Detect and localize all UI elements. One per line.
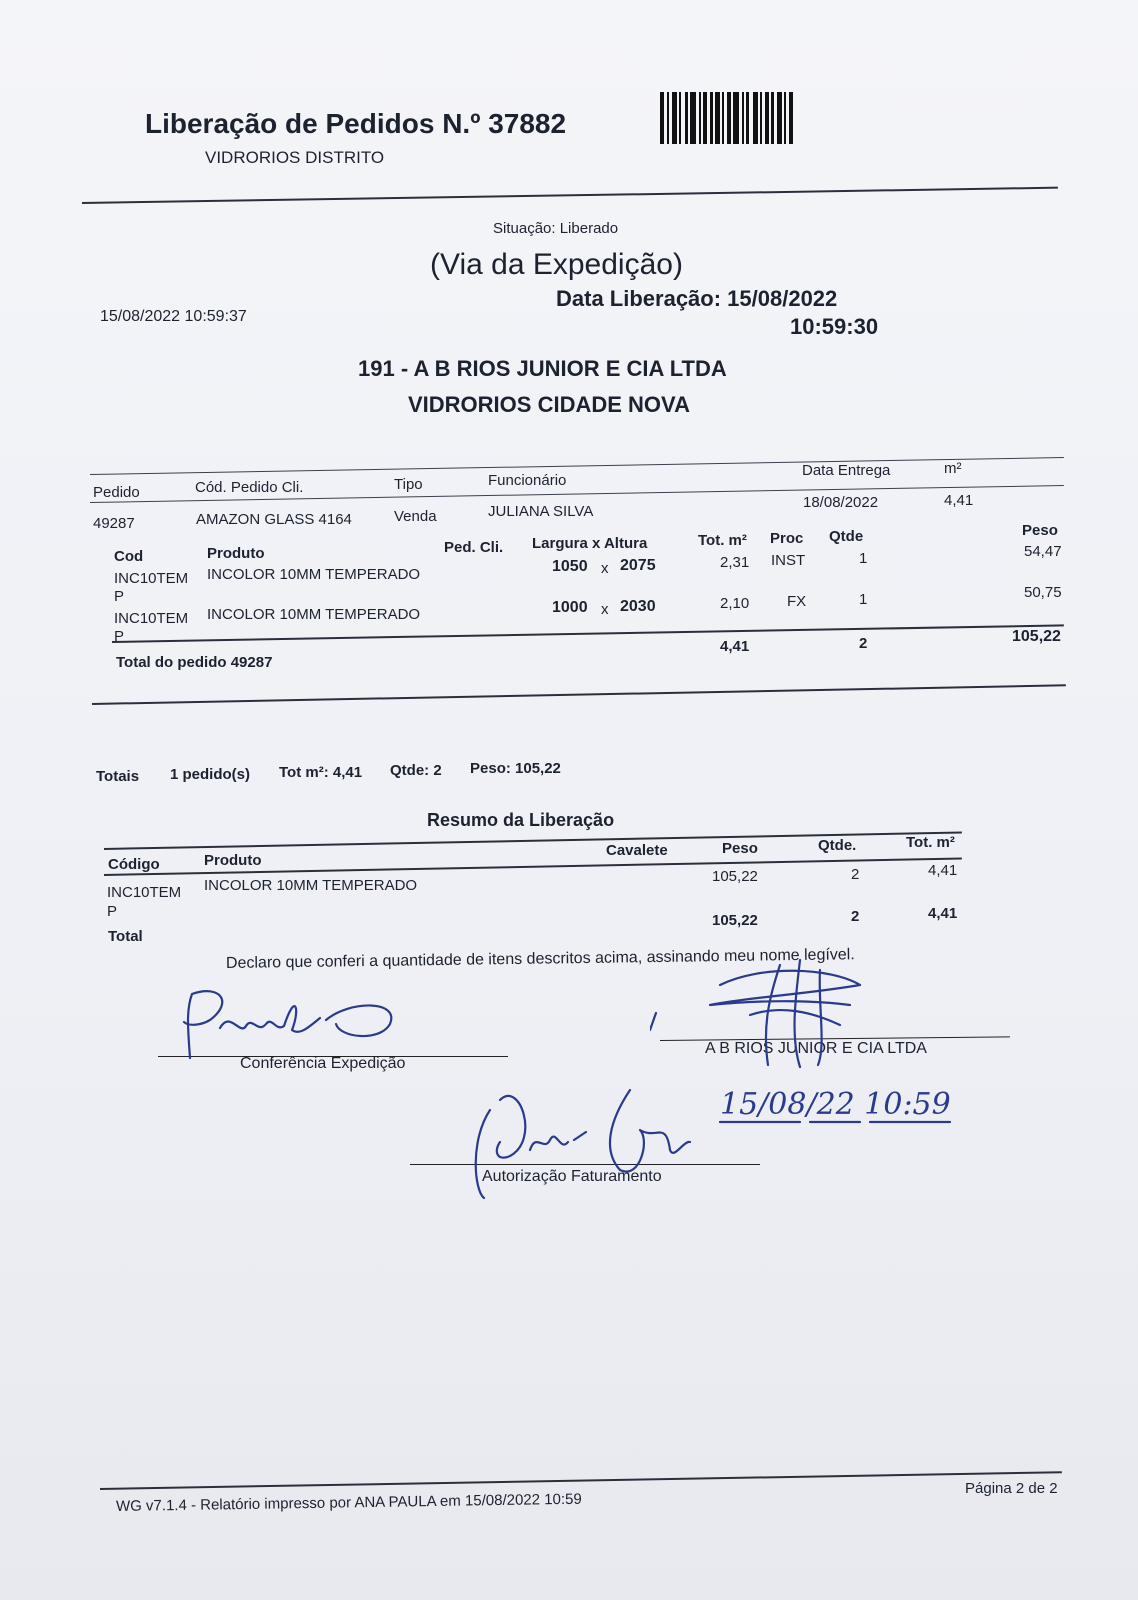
- summary-col-codigo: Código: [108, 856, 160, 873]
- barcode-icon: [660, 92, 830, 144]
- summary-col-peso: Peso: [722, 840, 758, 857]
- summary-total-qtde: 2: [851, 908, 860, 925]
- item-col-proc: Proc: [770, 530, 804, 547]
- totals-qtde: Qtde: 2: [390, 762, 442, 779]
- situation-label: Situação: Liberado: [493, 220, 619, 237]
- item-height: 2030: [620, 598, 656, 615]
- autorizacao-label: Autorização Faturamento: [482, 1168, 662, 1185]
- order-type: Venda: [394, 508, 437, 525]
- conferencia-signature-icon: [150, 980, 430, 1070]
- copy-label: (Via da Expedição): [430, 248, 683, 281]
- item-peso: 54,47: [1024, 543, 1062, 560]
- company-name: VIDRORIOS DISTRITO: [205, 148, 385, 167]
- summary-col-cavalete: Cavalete: [606, 842, 668, 859]
- item-peso: 50,75: [1024, 584, 1062, 601]
- order-delivery-date: 18/08/2022: [803, 494, 879, 511]
- order-total-label: Total do pedido 49287: [116, 654, 273, 671]
- item-qtde: 1: [859, 550, 868, 567]
- item-col-largura-altura: Largura x Altura: [532, 535, 648, 552]
- autorizacao-signature-icon: [470, 1080, 730, 1210]
- divider: [100, 1471, 1062, 1490]
- conferencia-label: Conferência Expedição: [240, 1055, 406, 1072]
- order-col-tipo: Tipo: [394, 476, 423, 493]
- item-width: 1000: [552, 599, 588, 616]
- divider: [90, 457, 1064, 475]
- client-signature-label: A B RIOS JUNIOR E CIA LTDA: [705, 1040, 927, 1057]
- release-time: 10:59:30: [790, 314, 879, 339]
- page-number: Página 2 de 2: [965, 1480, 1058, 1497]
- order-number: 49287: [93, 515, 135, 532]
- item-col-tot-m2: Tot. m²: [698, 532, 747, 549]
- printed-timestamp: 15/08/2022 10:59:37: [100, 308, 247, 325]
- order-m2: 4,41: [944, 492, 974, 509]
- client-name: 191 - A B RIOS JUNIOR E CIA LTDA: [358, 356, 727, 381]
- divider: [82, 187, 1058, 204]
- item-col-produto: Produto: [207, 545, 265, 562]
- summary-peso: 105,22: [712, 868, 758, 885]
- summary-col-produto: Produto: [204, 852, 262, 869]
- item-col-ped-cli: Ped. Cli.: [444, 539, 504, 556]
- order-total-qtde: 2: [859, 635, 868, 652]
- item-proc: FX: [787, 593, 807, 610]
- summary-total-peso: 105,22: [712, 912, 758, 929]
- summary-tot-m2: 4,41: [928, 862, 958, 879]
- document-title: Liberação de Pedidos N.º 37882: [145, 108, 567, 139]
- order-total-peso: 105,22: [1012, 628, 1061, 645]
- totals-label: Totais: [96, 768, 140, 785]
- item-code-suffix: P: [114, 588, 125, 605]
- item-times-sign: x: [601, 560, 609, 577]
- summary-title: Resumo da Liberação: [427, 810, 615, 830]
- item-col-cod: Cod: [114, 548, 144, 565]
- item-col-qtde: Qtde: [829, 528, 864, 545]
- item-times-sign: x: [601, 601, 609, 618]
- item-code-suffix: P: [114, 628, 125, 645]
- client-store: VIDRORIOS CIDADE NOVA: [408, 392, 690, 417]
- order-col-cod-pedido-cli: Cód. Pedido Cli.: [195, 479, 304, 496]
- summary-qtde: 2: [851, 866, 860, 883]
- totals-peso: Peso: 105,22: [470, 760, 561, 777]
- item-col-peso: Peso: [1022, 522, 1058, 539]
- summary-total-m2: 4,41: [928, 905, 958, 922]
- client-signature-icon: [650, 955, 890, 1075]
- order-col-pedido: Pedido: [93, 484, 140, 501]
- summary-col-qtde: Qtde.: [818, 837, 857, 854]
- order-employee: JULIANA SILVA: [488, 503, 594, 520]
- release-date: Data Liberação: 15/08/2022: [556, 286, 838, 311]
- order-col-m2: m²: [944, 460, 962, 477]
- totals-m2: Tot m²: 4,41: [279, 764, 363, 781]
- order-client-code: AMAZON GLASS 4164: [196, 511, 352, 528]
- summary-code-suffix: P: [107, 903, 118, 920]
- divider: [92, 684, 1066, 705]
- order-total-m2: 4,41: [720, 638, 750, 655]
- item-product: INCOLOR 10MM TEMPERADO: [207, 606, 421, 623]
- item-product: INCOLOR 10MM TEMPERADO: [207, 566, 421, 583]
- item-code: INC10TEM: [114, 610, 189, 627]
- summary-total-label: Total: [108, 928, 143, 945]
- item-width: 1050: [552, 558, 588, 575]
- divider: [112, 624, 1064, 643]
- order-col-funcionario: Funcionário: [488, 472, 567, 489]
- item-qtde: 1: [859, 591, 868, 608]
- handwritten-date: 15/08/22 10:59: [720, 1087, 951, 1122]
- order-col-data-entrega: Data Entrega: [802, 462, 891, 479]
- item-tot-m2: 2,31: [720, 554, 750, 571]
- item-tot-m2: 2,10: [720, 595, 750, 612]
- footer-printed-by: WG v7.1.4 - Relatório impresso por ANA PAULA em 15/08/2022 10:59: [115, 1490, 582, 1515]
- declaration-text: Declaro que conferi a quantidade de itens descritos acima, assinando meu nome legível.: [225, 946, 855, 972]
- item-proc: INST: [771, 552, 806, 569]
- summary-col-tot-m2: Tot. m²: [906, 834, 955, 851]
- item-height: 2075: [620, 557, 656, 574]
- summary-product: INCOLOR 10MM TEMPERADO: [204, 877, 418, 894]
- handwritten-date-icon: [710, 1080, 1000, 1130]
- totals-pedidos: 1 pedido(s): [170, 766, 251, 783]
- item-code: INC10TEM: [114, 570, 189, 587]
- summary-code: INC10TEM: [107, 884, 182, 901]
